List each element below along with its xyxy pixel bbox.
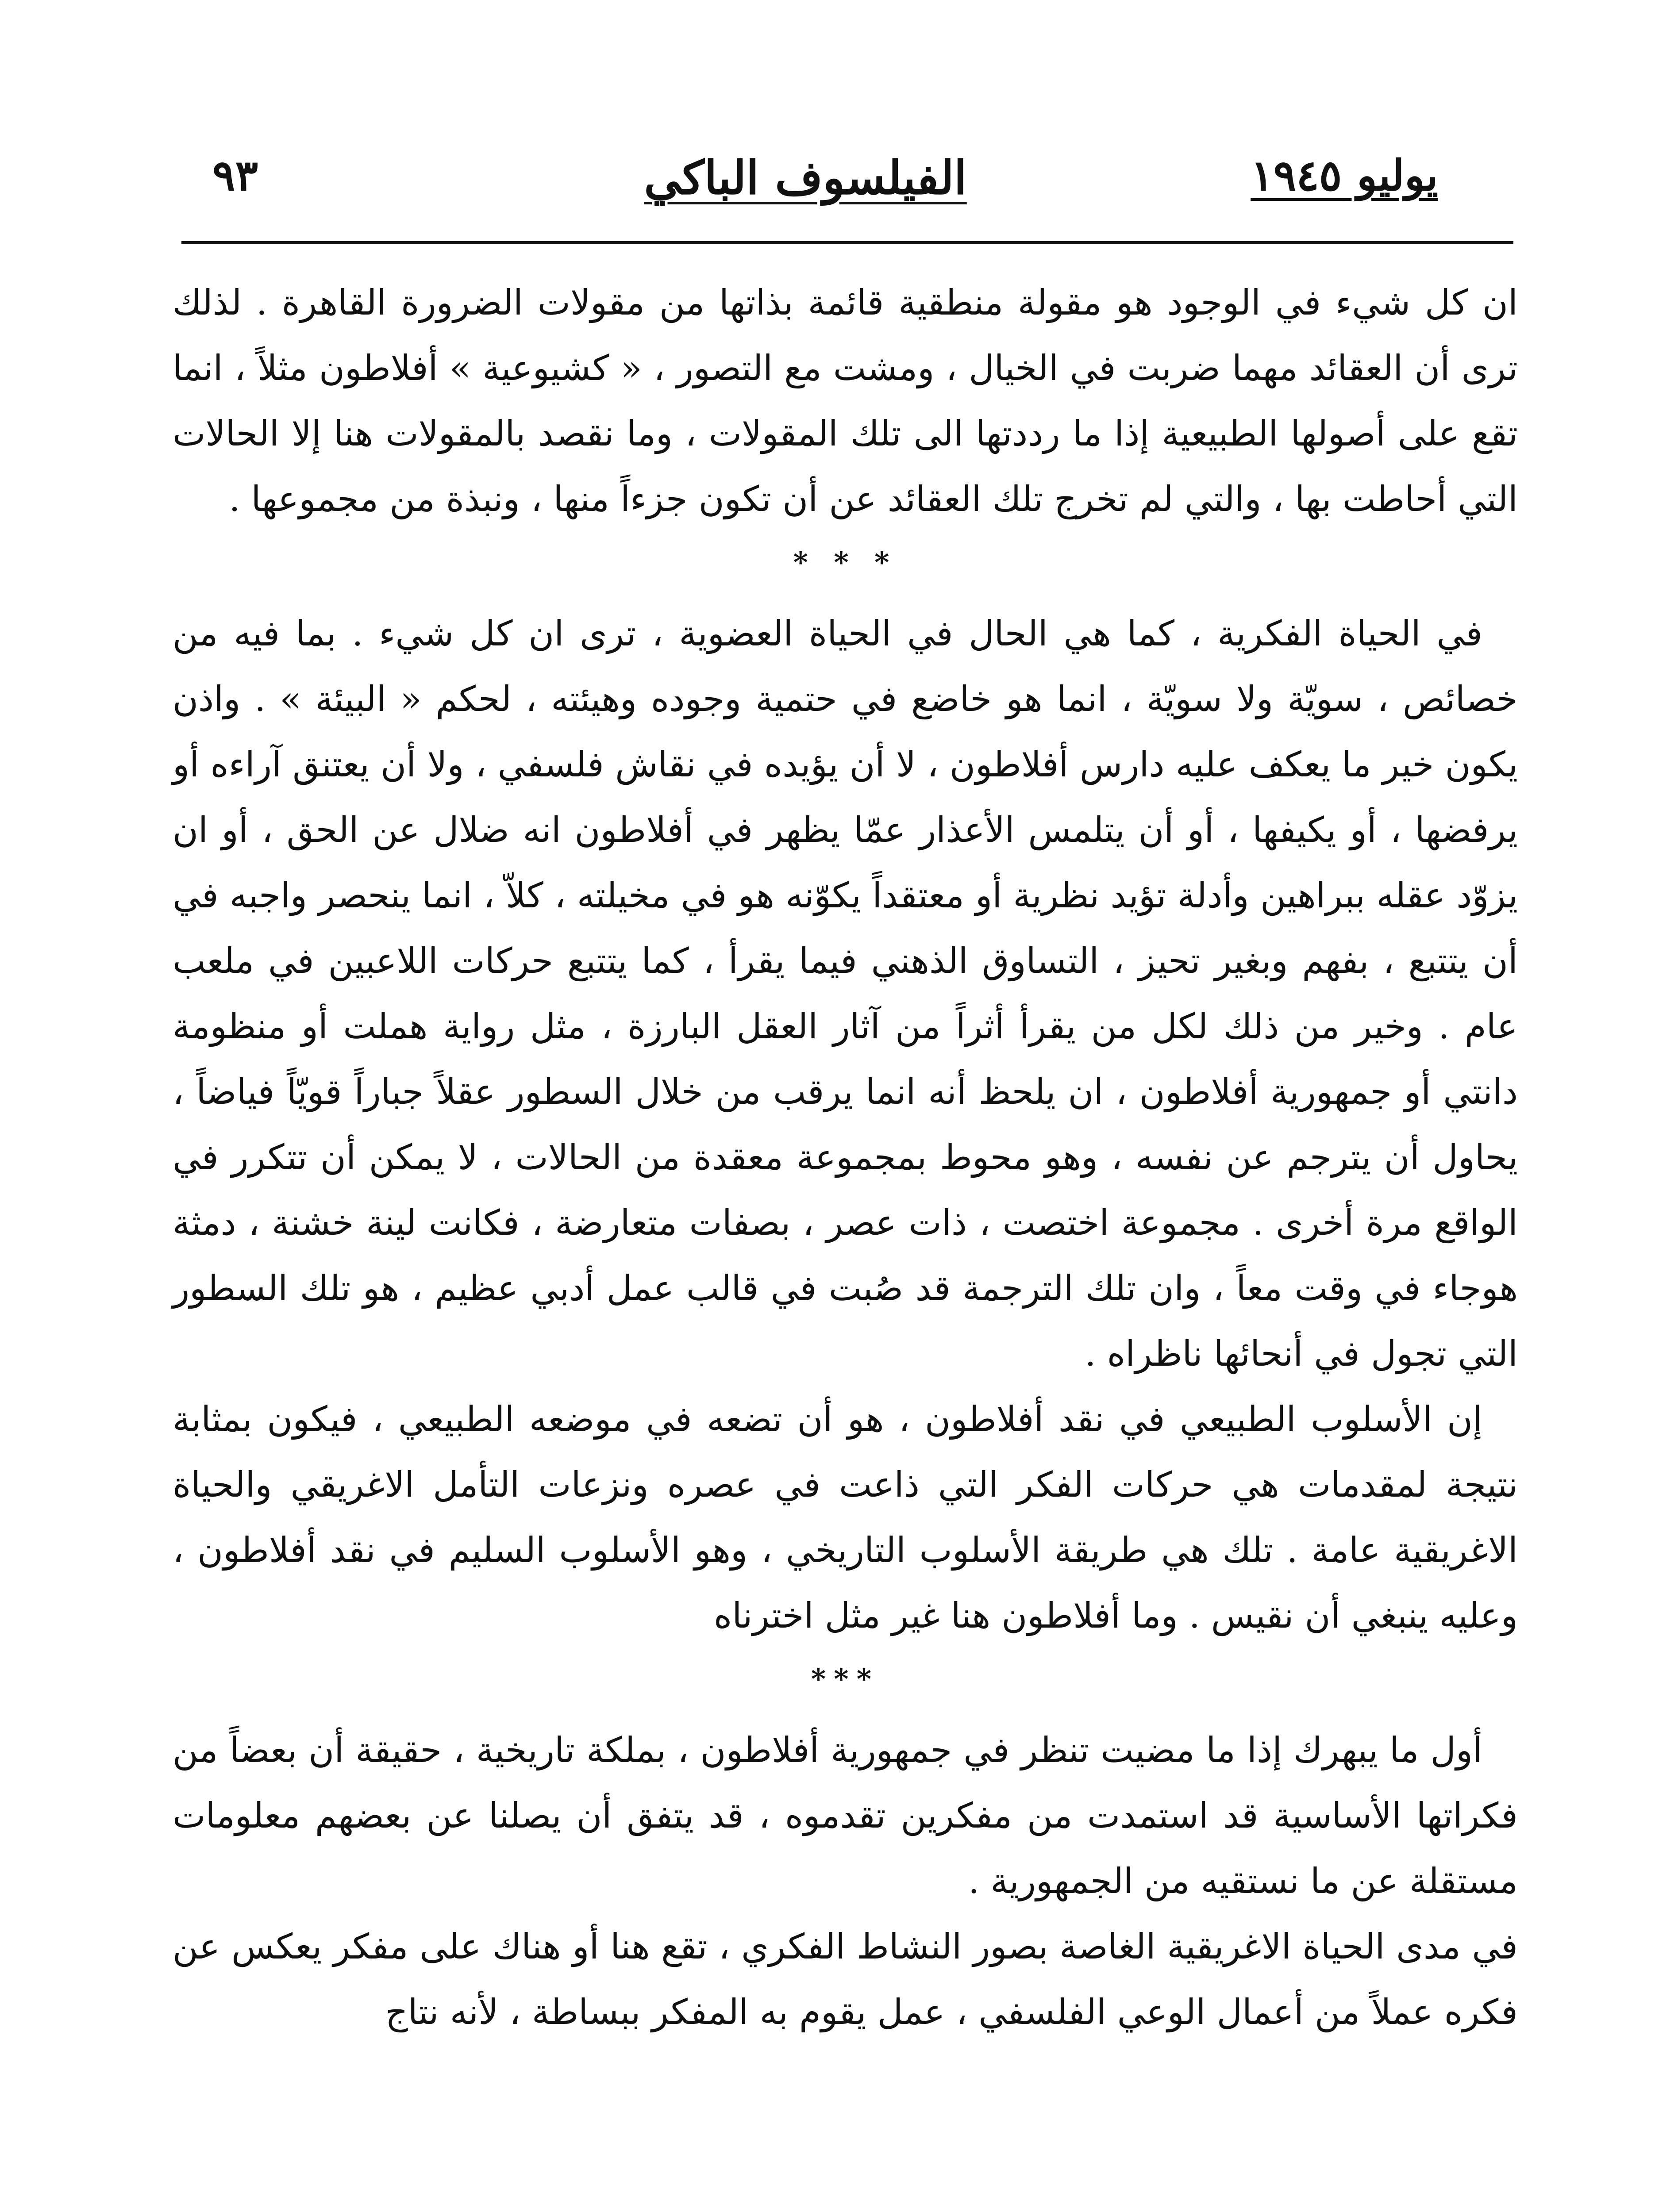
- section-separator-2: ***: [811, 1663, 880, 1696]
- running-header: [173, 146, 1438, 212]
- header-rule: [181, 241, 1513, 244]
- paragraph-3: إن الأسلوب الطبيعي في نقد أفلاطون ، هو أن تضعه في موضعه الطبيعي ، فيكون بمثابة نتيجة لمقدمات هي حركات الفكر التي ذاعت في عصره ونزعات التأمل الاغريقي والحياة الاغريقية عامة . تلك هي طريقة الأسلوب التاريخي ، وهو الأسلوب السليم في نقد أفلاطون ، وعليه ينبغي أن نقيس . وما أفلاطون هنا غير مثل اخترناه: [173, 1399, 1518, 1636]
- paragraph-5: في مدى الحياة الاغريقية الغاصة بصور النشاط الفكري ، تقع هنا أو هناك على مفكر يعكس عن فكره عملاً من أعمال الوعي الفلسفي ، عمل يقوم به المفكر ببساطة ، لأنه نتاج: [173, 1926, 1518, 2032]
- article-body: [173, 270, 1518, 2045]
- paragraph-2: في الحياة الفكرية ، كما هي الحال في الحياة العضوية ، ترى ان كل شيء . بما فيه من خصائص ، سويّة ولا سويّة ، انما هو خاضع في حتمية وجوده وهيئته ، لحكم « البيئة » . واذن يكون خير ما يعكف عليه دارس أفلاطون ، لا أن يؤيده في نقاش فلسفي ، ولا أن يعتنق آراءه أو يرفضها ، أو يكيفها ، أو أن يتلمس الأعذار عمّا يظهر في أفلاطون انه ضلال عن الحق ، أو ان يزوّد عقله ببراهين وأدلة تؤيد نظرية أو معتقداً يكوّنه هو في مخيلته ، كلاّ ، انما ينحصر واجبه في أن يتتبع ، بفهم وبغير تحيز ، التساوق الذهني فيما يقرأ ، كما يتتبع حركات اللاعبين في ملعب عام . وخير من ذلك لكل من يقرأ أثراً من آثار العقل البارزة ، مثل رواية هملت أو منظومة دانتي أو جمهورية أفلاطون ، ان يلحظ أنه انما يرقب من خلال السطور عقلاً جباراً قويّاً فياضاً ، يحاول أن يترجم عن نفسه ، وهو محوط بمجموعة معقدة من الحالات ، لا يمكن أن تتكرر في الواقع مرة أخرى . مجموعة اختصت ، ذات عصر ، بصفات متعارضة ، فكانت لينة خشنة ، دمثة هوجاء في وقت معاً ، وان تلك الترجمة قد صُبت في قالب عمل أدبي عظيم ، هو تلك السطور التي تجول في أنحائها ناظراه .: [173, 613, 1518, 1374]
- page-number: ٩٣: [212, 150, 258, 200]
- header-date: يوليو ١٩٤٥: [1251, 150, 1438, 200]
- section-separator-1: * * *: [793, 546, 897, 579]
- paragraph-1: ان كل شيء في الوجود هو مقولة منطقية قائمة بذاتها من مقولات الضرورة القاهرة . لذلك ترى أن العقائد مهما ضربت في الخيال ، ومشت مع التصور ، « كشيوعية » أفلاطون مثلاً ، انما تقع على أصولها الطبيعية إذا ما رددتها الى تلك المقولات ، وما نقصد بالمقولات هنا إلا الحالات التي أحاطت بها ، والتي لم تخرج تلك العقائد عن أن تكون جزءاً منها ، ونبذة من مجموعها .: [173, 282, 1518, 519]
- running-title: الفيلسوف الباكي: [644, 150, 967, 205]
- paragraph-4: أول ما يبهرك إذا ما مضيت تنظر في جمهورية أفلاطون ، بملكة تاريخية ، حقيقة أن بعضاً من فكراتها الأساسية قد استمدت من مفكرين تقدموه ، قد يتفق أن يصلنا عن بعضهم معلومات مستقلة عن ما نستقيه من الجمهورية .: [173, 1730, 1518, 1901]
